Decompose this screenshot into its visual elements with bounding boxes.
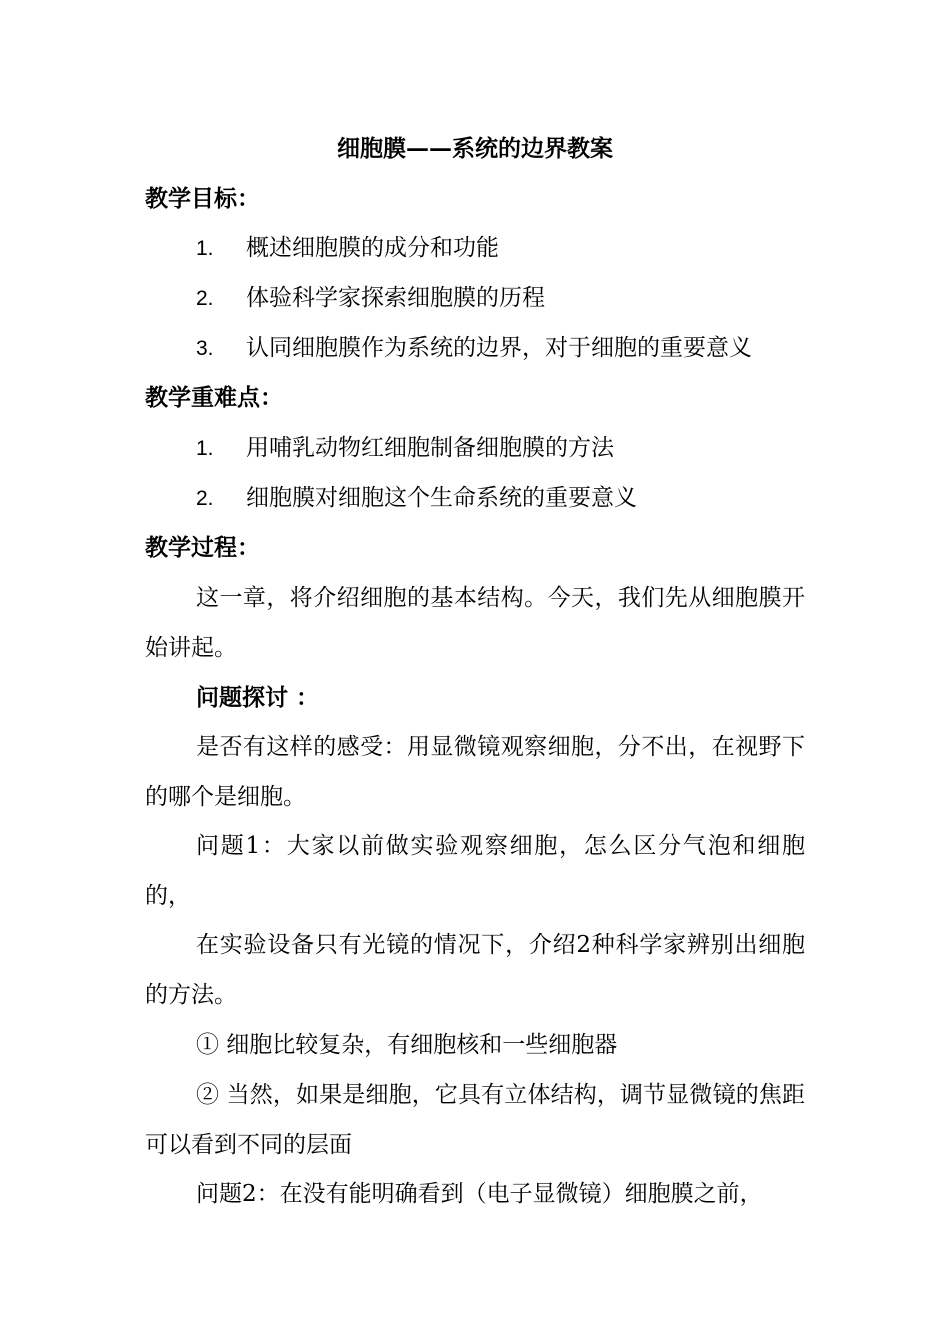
objective-item-3 [196,332,752,365]
key-point-item-1 [196,432,614,465]
process-intro: 这一章，将介绍细胞的基本结构。今天，我们先从细胞膜开始讲起。 [145,585,805,661]
objective-number: 2. [196,287,214,310]
objective-item-1 [196,232,499,265]
key-point-number: 1. [196,437,214,460]
document-title: 细胞膜——系统的边界教案 [337,135,613,162]
objective-item-2 [196,282,545,315]
key-point-number: 2. [196,487,214,510]
paragraph-4: ① 细胞比较复杂，有细胞核和一些细胞器 [196,1032,618,1058]
objective-number: 3. [196,337,214,360]
paragraph-1: 是否有这样的感受：用显微镜观察细胞，分不出，在视野下的哪个是细胞。 [145,734,805,810]
key-point-text: 用哺乳动物红细胞制备细胞膜的方法 [246,435,614,461]
paragraph-6: 问题2：在没有能明确看到（电子显微镜）细胞膜之前， [196,1181,763,1207]
paragraph-2: 问题1：大家以前做实验观察细胞，怎么区分气泡和细胞的， [145,833,805,909]
key-points-heading: 教学重难点： [145,384,283,411]
objectives-heading: 教学目标： [145,185,260,212]
objective-text: 概述细胞膜的成分和功能 [246,235,499,261]
key-point-item-2 [196,482,637,515]
process-heading: 教学过程： [145,534,260,561]
paragraph-5: ② 当然，如果是细胞，它具有立体结构，调节显微镜的焦距可以看到不同的层面 [145,1082,805,1158]
key-point-text: 细胞膜对细胞这个生命系统的重要意义 [246,485,637,511]
objective-number: 1. [196,237,214,260]
objective-text: 认同细胞膜作为系统的边界，对于细胞的重要意义 [246,335,752,361]
objective-text: 体验科学家探索细胞膜的历程 [246,285,545,311]
discussion-heading: 问题探讨 ： [196,684,320,711]
paragraph-3: 在实验设备只有光镜的情况下，介绍2种科学家辨别出细胞的方法。 [145,932,805,1008]
